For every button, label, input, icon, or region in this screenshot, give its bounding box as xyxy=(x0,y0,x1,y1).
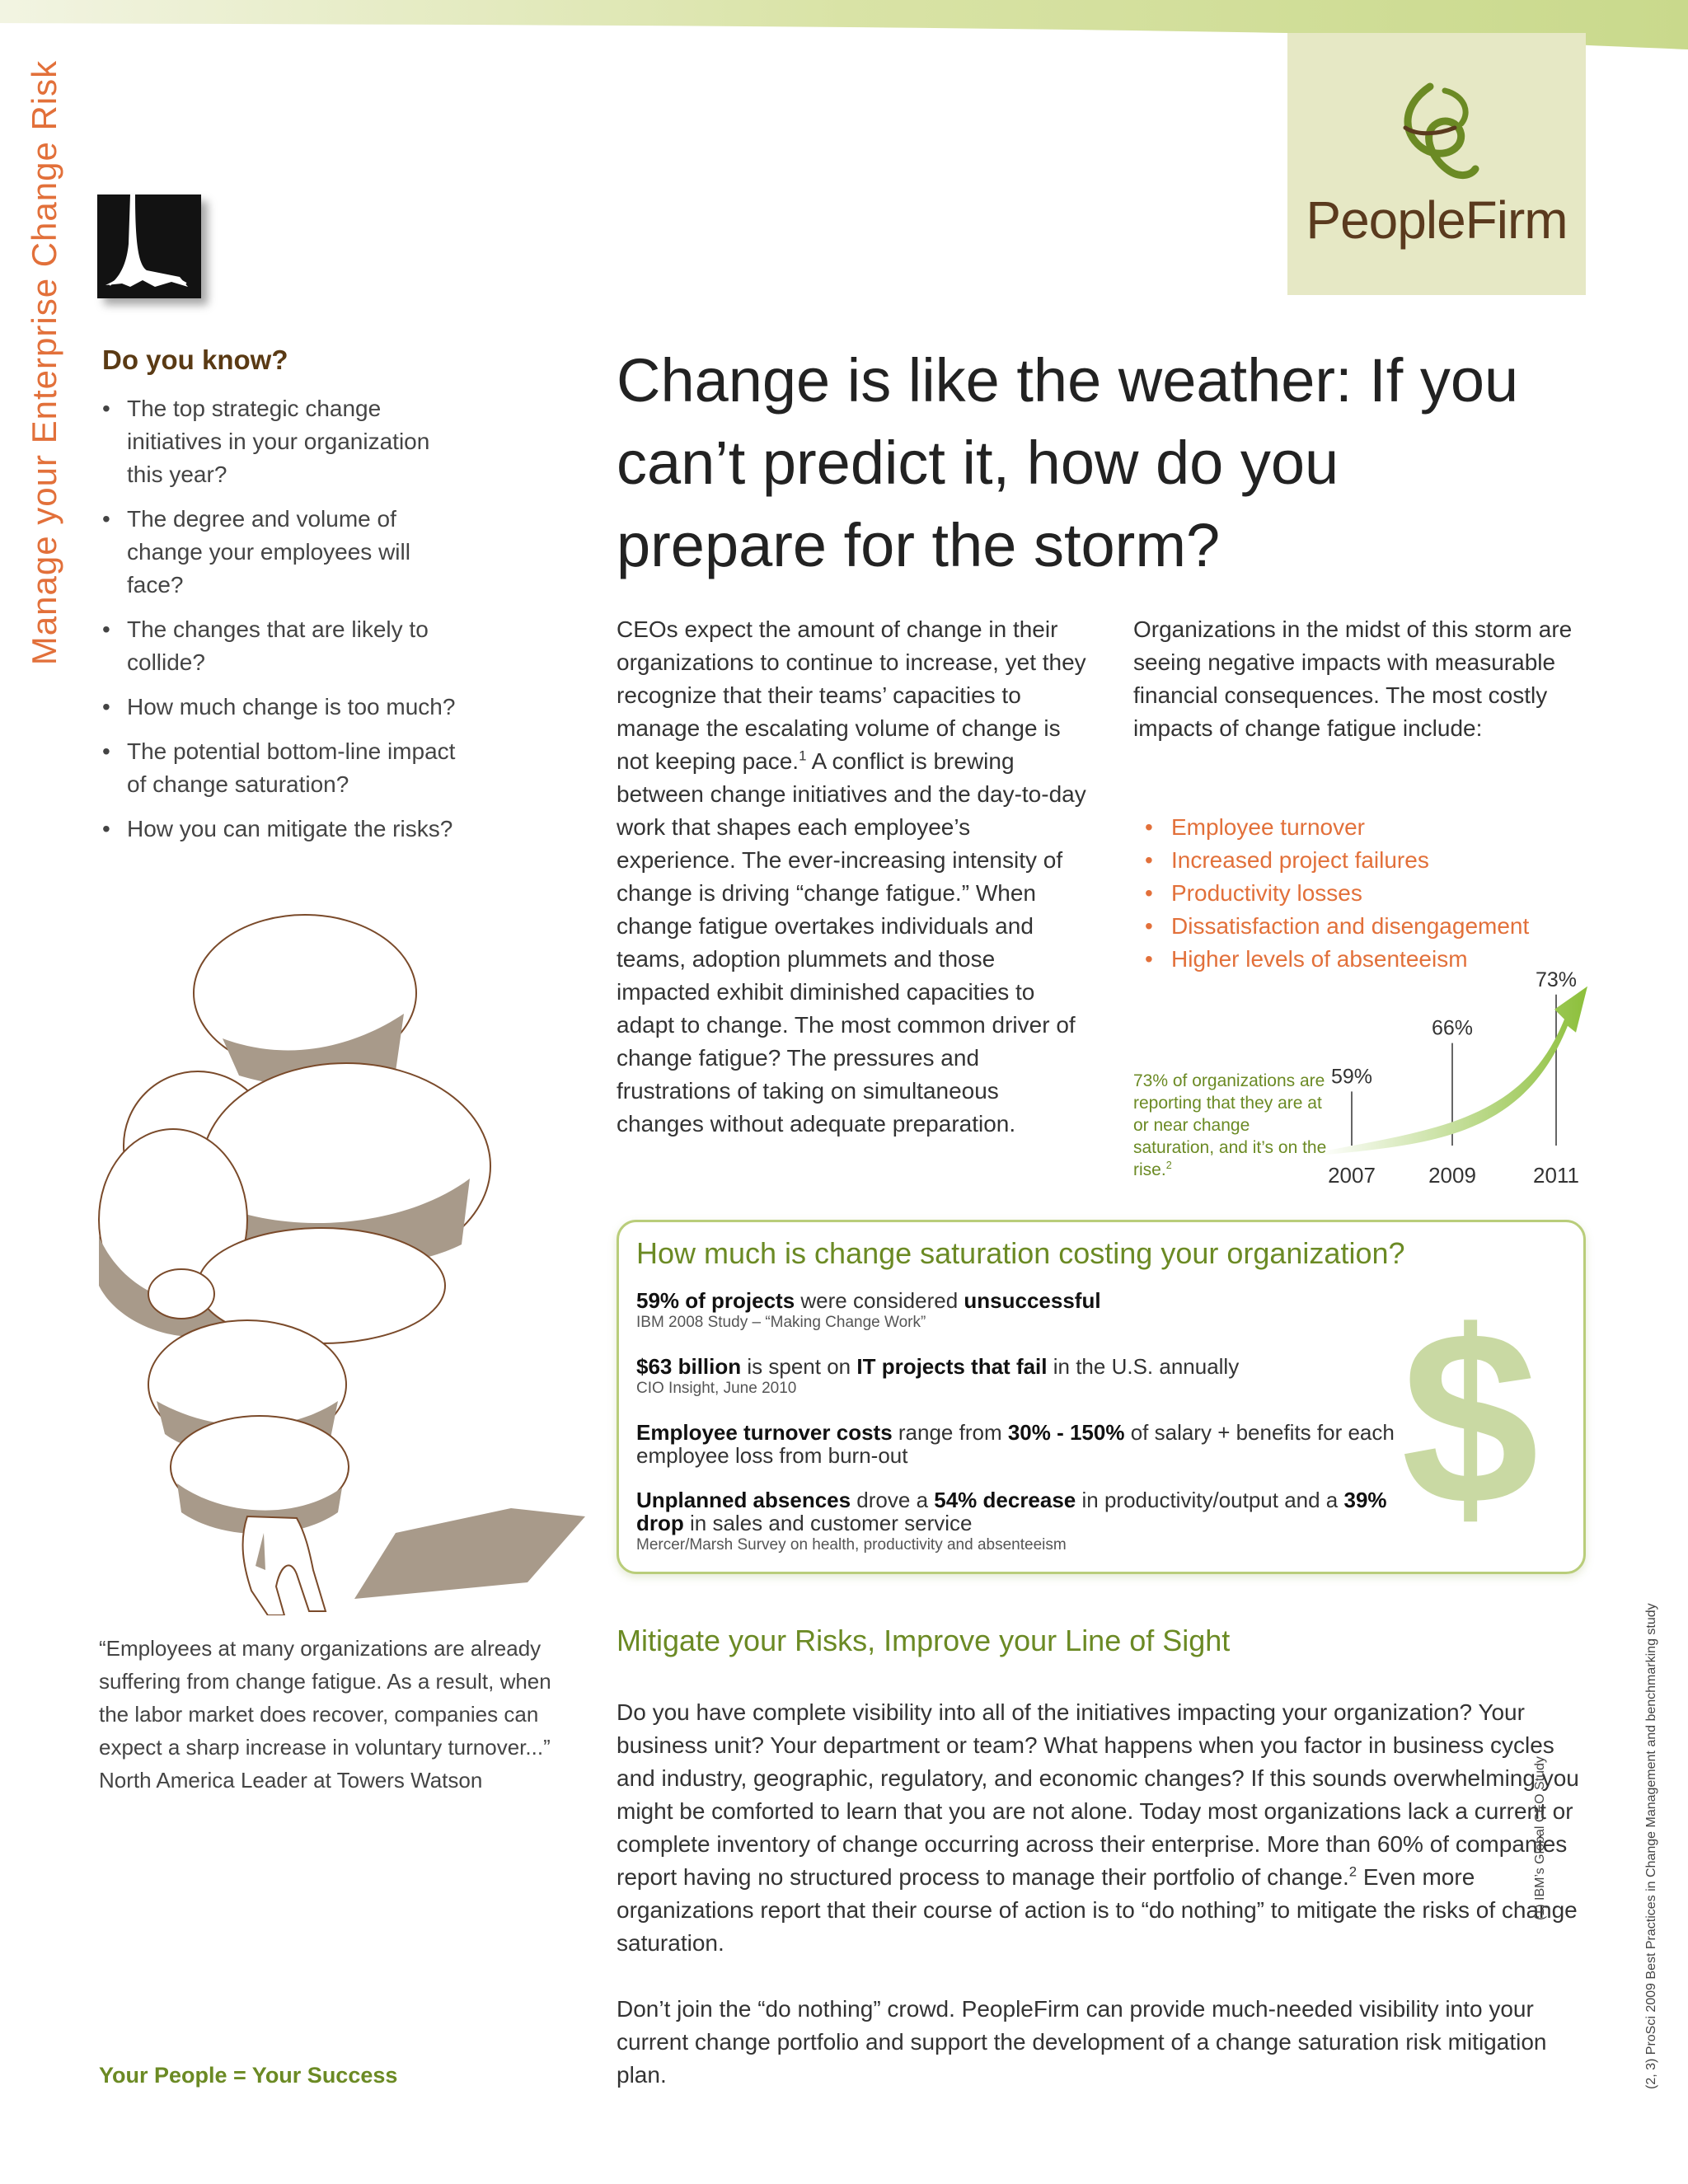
stat-bold: IT projects that fail xyxy=(856,1354,1048,1379)
mitigate-heading: Mitigate your Risks, Improve your Line of Sight xyxy=(617,1624,1231,1657)
mitigate-paragraph-1 xyxy=(617,1696,1589,1960)
list-item: • How much change is too much? xyxy=(102,691,457,724)
stat-source: CIO Insight, June 2010 xyxy=(636,1380,797,1397)
impact-item: • Productivity losses xyxy=(1142,877,1529,910)
stat-text: were considered xyxy=(795,1288,964,1313)
stat-text: in sales and customer service xyxy=(683,1511,973,1535)
impact-item: • Increased project failures xyxy=(1142,844,1529,877)
intro-left-text-b: A conflict is brewing between change initiatives and the day-to-day work that shapes each employee’s experience. The ever-increasing intensity of change is driving “change fatigue.” When change fatigue overtakes individuals and teams, adoption plummets and those impacted exhibit diminished capacities to adapt to change. The most common driver of change fatigue? The pressures and frustrations of taking on simultaneous changes without adequate preparation. xyxy=(617,748,1086,1137)
testimonial-quote xyxy=(99,1632,569,1797)
impact-item: • Employee turnover xyxy=(1142,811,1529,844)
x-tick-label: 2007 xyxy=(1328,1163,1376,1187)
chart-note xyxy=(1133,1070,1331,1181)
list-item: • The potential bottom-line impact of change saturation? xyxy=(102,735,457,801)
footnote-ref: 2 xyxy=(1165,1160,1172,1171)
paragraph-text: Even more organizations report that their course of action is to “do nothing” to mitigate the risks of change saturation. xyxy=(617,1864,1578,1956)
logo-wordmark: PeopleFirm xyxy=(1306,190,1568,250)
data-label: 73% xyxy=(1535,968,1578,991)
list-item: • The top strategic change initiatives in your organization this year? xyxy=(102,392,457,491)
peoplefirm-logo-mark xyxy=(1372,78,1504,194)
stat-bold: 59% of projects xyxy=(636,1288,795,1313)
cost-stat xyxy=(636,1488,1411,1556)
intro-left-column xyxy=(617,613,1086,1141)
list-item: • How you can mitigate the risks? xyxy=(102,813,457,846)
stat-text: drove a xyxy=(851,1488,935,1512)
list-item: • The changes that are likely to collide? xyxy=(102,613,457,679)
stat-text: range from xyxy=(892,1420,1008,1445)
side-title: Manage your Enterprise Change Risk xyxy=(25,59,63,666)
dollar-icon: $ xyxy=(1401,1279,1539,1556)
intro-left-text-a: CEOs expect the amount of change in their organizations to continue to increase, yet they recognize that their teams’ capacities to manage the escalating volume of change is not keeping pace. xyxy=(617,616,1086,774)
stat-text: in productivity/output and a xyxy=(1076,1488,1344,1512)
footnote-ref: 2 xyxy=(1348,1863,1357,1880)
stat-bold: unsuccessful xyxy=(964,1288,1101,1313)
footnote-1: (1) IBM’s Global CEO Study xyxy=(1533,1756,1547,1920)
list-item: • The degree and volume of change your employees will face? xyxy=(102,503,457,602)
stat-source: Mercer/Marsh Survey on health, productivity and absenteeism xyxy=(636,1536,1067,1554)
do-you-know-list xyxy=(102,392,457,857)
cost-stat xyxy=(636,1421,1411,1467)
quote-text: “Employees at many organizations are already suffering from change fatigue. As a result, when the labor market does recover, companies can expect a sharp increase in voluntary turnover...” xyxy=(99,1636,551,1760)
tagline: Your People = Your Success xyxy=(99,2063,398,2088)
stat-text: of salary + benefits for each employee loss from burn-out xyxy=(636,1420,1395,1468)
impact-item: • Higher levels of absenteeism xyxy=(1142,943,1529,976)
stat-text: is spent on xyxy=(741,1354,857,1379)
stat-bold: Employee turnover costs xyxy=(636,1420,893,1445)
stat-bold: 30% - 150% xyxy=(1007,1420,1125,1445)
cost-stat xyxy=(636,1355,1411,1399)
tree-roots-thumbnail xyxy=(97,194,201,298)
cost-panel-title: How much is change saturation costing your organization? xyxy=(636,1236,1405,1270)
person-carrying-rocks-illustration xyxy=(74,907,602,1615)
quote-author: North America Leader at Towers Watson xyxy=(99,1768,483,1793)
stat-text: in the U.S. annually xyxy=(1047,1354,1240,1379)
stat-bold: 39% drop xyxy=(636,1488,1387,1535)
x-tick-label: 2011 xyxy=(1533,1163,1579,1187)
cost-stat xyxy=(636,1289,1411,1333)
paragraph-text: Do you have complete visibility into all of the initiatives impacting your organization? Your business unit? Your department or team? What happens when you factor in business cycles and industry, geographic, regulatory, and economic changes? If this sounds overwhelming you might be comforted to learn that you are not alone. Today most organizations lack a current or complete inventory of change occurring across their enterprise. More than 60% of companies report having no structured process to manage their portfolio of change. xyxy=(617,1699,1579,1890)
chart-note-text: 73% of organizations are reporting that they are at or near change saturation, and it’s on the rise. xyxy=(1133,1071,1327,1179)
stat-bold: Unplanned absences xyxy=(636,1488,851,1512)
x-tick-label: 2009 xyxy=(1428,1163,1476,1187)
data-label: 66% xyxy=(1431,1016,1474,1040)
intro-right-column: Organizations in the midst of this storm are seeing negative impacts with measurable financial consequences. The most costly impacts of change fatigue include: xyxy=(1133,616,1573,741)
mitigate-paragraph-2: Don’t join the “do nothing” crowd. PeopleFirm can provide much-needed visibility into your current change portfolio and support the development of a change saturation risk mitigation plan. xyxy=(617,1996,1547,2088)
footnote-2: (2, 3) ProSci 2009 Best Practices in Change Management and benchmarking study xyxy=(1644,1603,1658,2089)
data-label: 59% xyxy=(1330,1065,1373,1089)
do-you-know-heading: Do you know? xyxy=(102,344,288,375)
impact-item: • Dissatisfaction and disengagement xyxy=(1142,910,1529,943)
stat-source: IBM 2008 Study – “Making Change Work” xyxy=(636,1314,926,1331)
page-headline: Change is like the weather: If you can’t predict it, how do you prepare for the storm? xyxy=(617,346,1519,579)
footnote-ref: 1 xyxy=(799,748,807,764)
stat-bold: 54% decrease xyxy=(934,1488,1076,1512)
stat-bold: $63 billion xyxy=(636,1354,742,1379)
